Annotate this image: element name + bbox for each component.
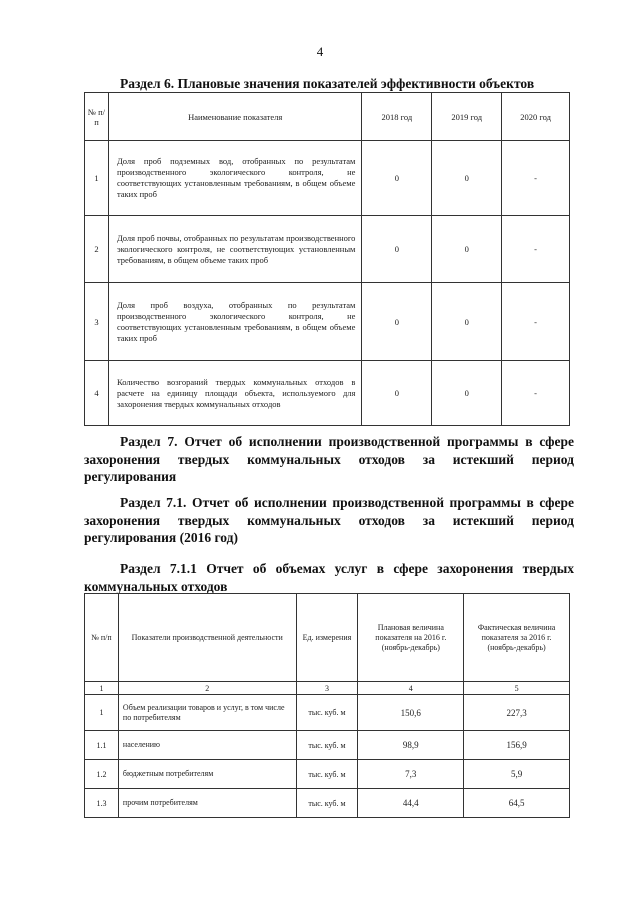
- value-2018: 0: [362, 283, 432, 361]
- column-number: 2: [118, 682, 296, 695]
- page-number: 4: [316, 44, 324, 59]
- table-header-row: [85, 594, 570, 682]
- section-6-table: [84, 92, 570, 426]
- section-7-1-title: [84, 494, 574, 547]
- indicator-name: Доля проб подземных вод, отобранных по результатам производственного экологического контроля, не соответствующих установленным требованиям, в общем объеме таких проб: [108, 141, 361, 216]
- row-number: 1.3: [85, 789, 119, 818]
- indicator-name: прочим потребителям: [118, 789, 296, 818]
- column-number-row: [85, 682, 570, 695]
- fact-value: 5,9: [464, 760, 570, 789]
- column-header-plan: Плановая величина показателя на 2016 г. (ноябрь-декабрь): [358, 594, 464, 682]
- indicator-name: Доля проб воздуха, отобранных по результатам производственного экологического контроля, не соответствующих установленным требованиям, в общем объеме таких проб: [108, 283, 361, 361]
- table-row: [85, 789, 570, 818]
- fact-value: 156,9: [464, 731, 570, 760]
- row-number: 1.1: [85, 731, 119, 760]
- table-row: [85, 283, 570, 361]
- row-number: 3: [85, 283, 109, 361]
- row-number: 2: [85, 216, 109, 283]
- indicator-name: Количество возгораний твердых коммунальных отходов в расчете на единицу площади объекта, используемого для захоронения твердых коммунальных отходов: [108, 361, 361, 426]
- value-2019: 0: [432, 216, 502, 283]
- unit: тыс. куб. м: [296, 789, 358, 818]
- column-header-number: № п/п: [85, 594, 119, 682]
- table-row: [85, 695, 570, 731]
- section-7-1-1-title: [84, 560, 574, 595]
- unit: тыс. куб. м: [296, 760, 358, 789]
- value-2018: 0: [362, 216, 432, 283]
- value-2020: -: [502, 361, 570, 426]
- section-7-title-text: Раздел 7. Отчет об исполнении производственной программы в сфере захоронения твердых коммунальных отходов за истекший период регулирования: [84, 434, 574, 484]
- section-7-1-1-table: [84, 593, 570, 818]
- value-2020: -: [502, 216, 570, 283]
- indicator-name: Объем реализации товаров и услуг, в том числе по потребителям: [118, 695, 296, 731]
- indicator-name: Доля проб почвы, отобранных по результатам производственного экологического контроля, не соответствующих установленным требованиям, в общем объеме таких проб: [108, 216, 361, 283]
- column-header-2018: 2018 год: [362, 93, 432, 141]
- column-number: 4: [358, 682, 464, 695]
- indicator-name: населению: [118, 731, 296, 760]
- value-2018: 0: [362, 361, 432, 426]
- table-row: [85, 141, 570, 216]
- value-2020: -: [502, 283, 570, 361]
- unit: тыс. куб. м: [296, 731, 358, 760]
- fact-value: 64,5: [464, 789, 570, 818]
- section-7-1-title-text: Раздел 7.1. Отчет об исполнении производственной программы в сфере захоронения твердых коммунальных отходов за истекший период регулирования (2016 год): [84, 495, 574, 545]
- fact-value: 227,3: [464, 695, 570, 731]
- plan-value: 7,3: [358, 760, 464, 789]
- plan-value: 44,4: [358, 789, 464, 818]
- table-row: [85, 731, 570, 760]
- row-number: 1: [85, 695, 119, 731]
- column-header-indicator: Показатели производственной деятельности: [118, 594, 296, 682]
- value-2019: 0: [432, 283, 502, 361]
- table-row: [85, 216, 570, 283]
- column-number: 3: [296, 682, 358, 695]
- column-number: 1: [85, 682, 119, 695]
- row-number: 4: [85, 361, 109, 426]
- section-6-title: Раздел 6. Плановые значения показателей эффективности объектов: [120, 76, 535, 91]
- value-2019: 0: [432, 141, 502, 216]
- table-row: [85, 760, 570, 789]
- indicator-name: бюджетным потребителям: [118, 760, 296, 789]
- column-header-2019: 2019 год: [432, 93, 502, 141]
- column-header-fact: Фактическая величина показателя за 2016 г. (ноябрь-декабрь): [464, 594, 570, 682]
- column-header-indicator: Наименование показателя: [108, 93, 361, 141]
- column-header-2020: 2020 год: [502, 93, 570, 141]
- table-row: [85, 361, 570, 426]
- value-2019: 0: [432, 361, 502, 426]
- column-header-unit: Ед. измерения: [296, 594, 358, 682]
- value-2018: 0: [362, 141, 432, 216]
- section-7-title: [84, 433, 574, 486]
- table-header-row: [85, 93, 570, 141]
- column-number: 5: [464, 682, 570, 695]
- unit: тыс. куб. м: [296, 695, 358, 731]
- plan-value: 150,6: [358, 695, 464, 731]
- row-number: 1: [85, 141, 109, 216]
- column-header-number: № п/п: [85, 93, 109, 141]
- row-number: 1.2: [85, 760, 119, 789]
- value-2020: -: [502, 141, 570, 216]
- section-7-1-1-title-text: Раздел 7.1.1 Отчет об объемах услуг в сфере захоронения твердых коммунальных отходов: [84, 561, 574, 594]
- plan-value: 98,9: [358, 731, 464, 760]
